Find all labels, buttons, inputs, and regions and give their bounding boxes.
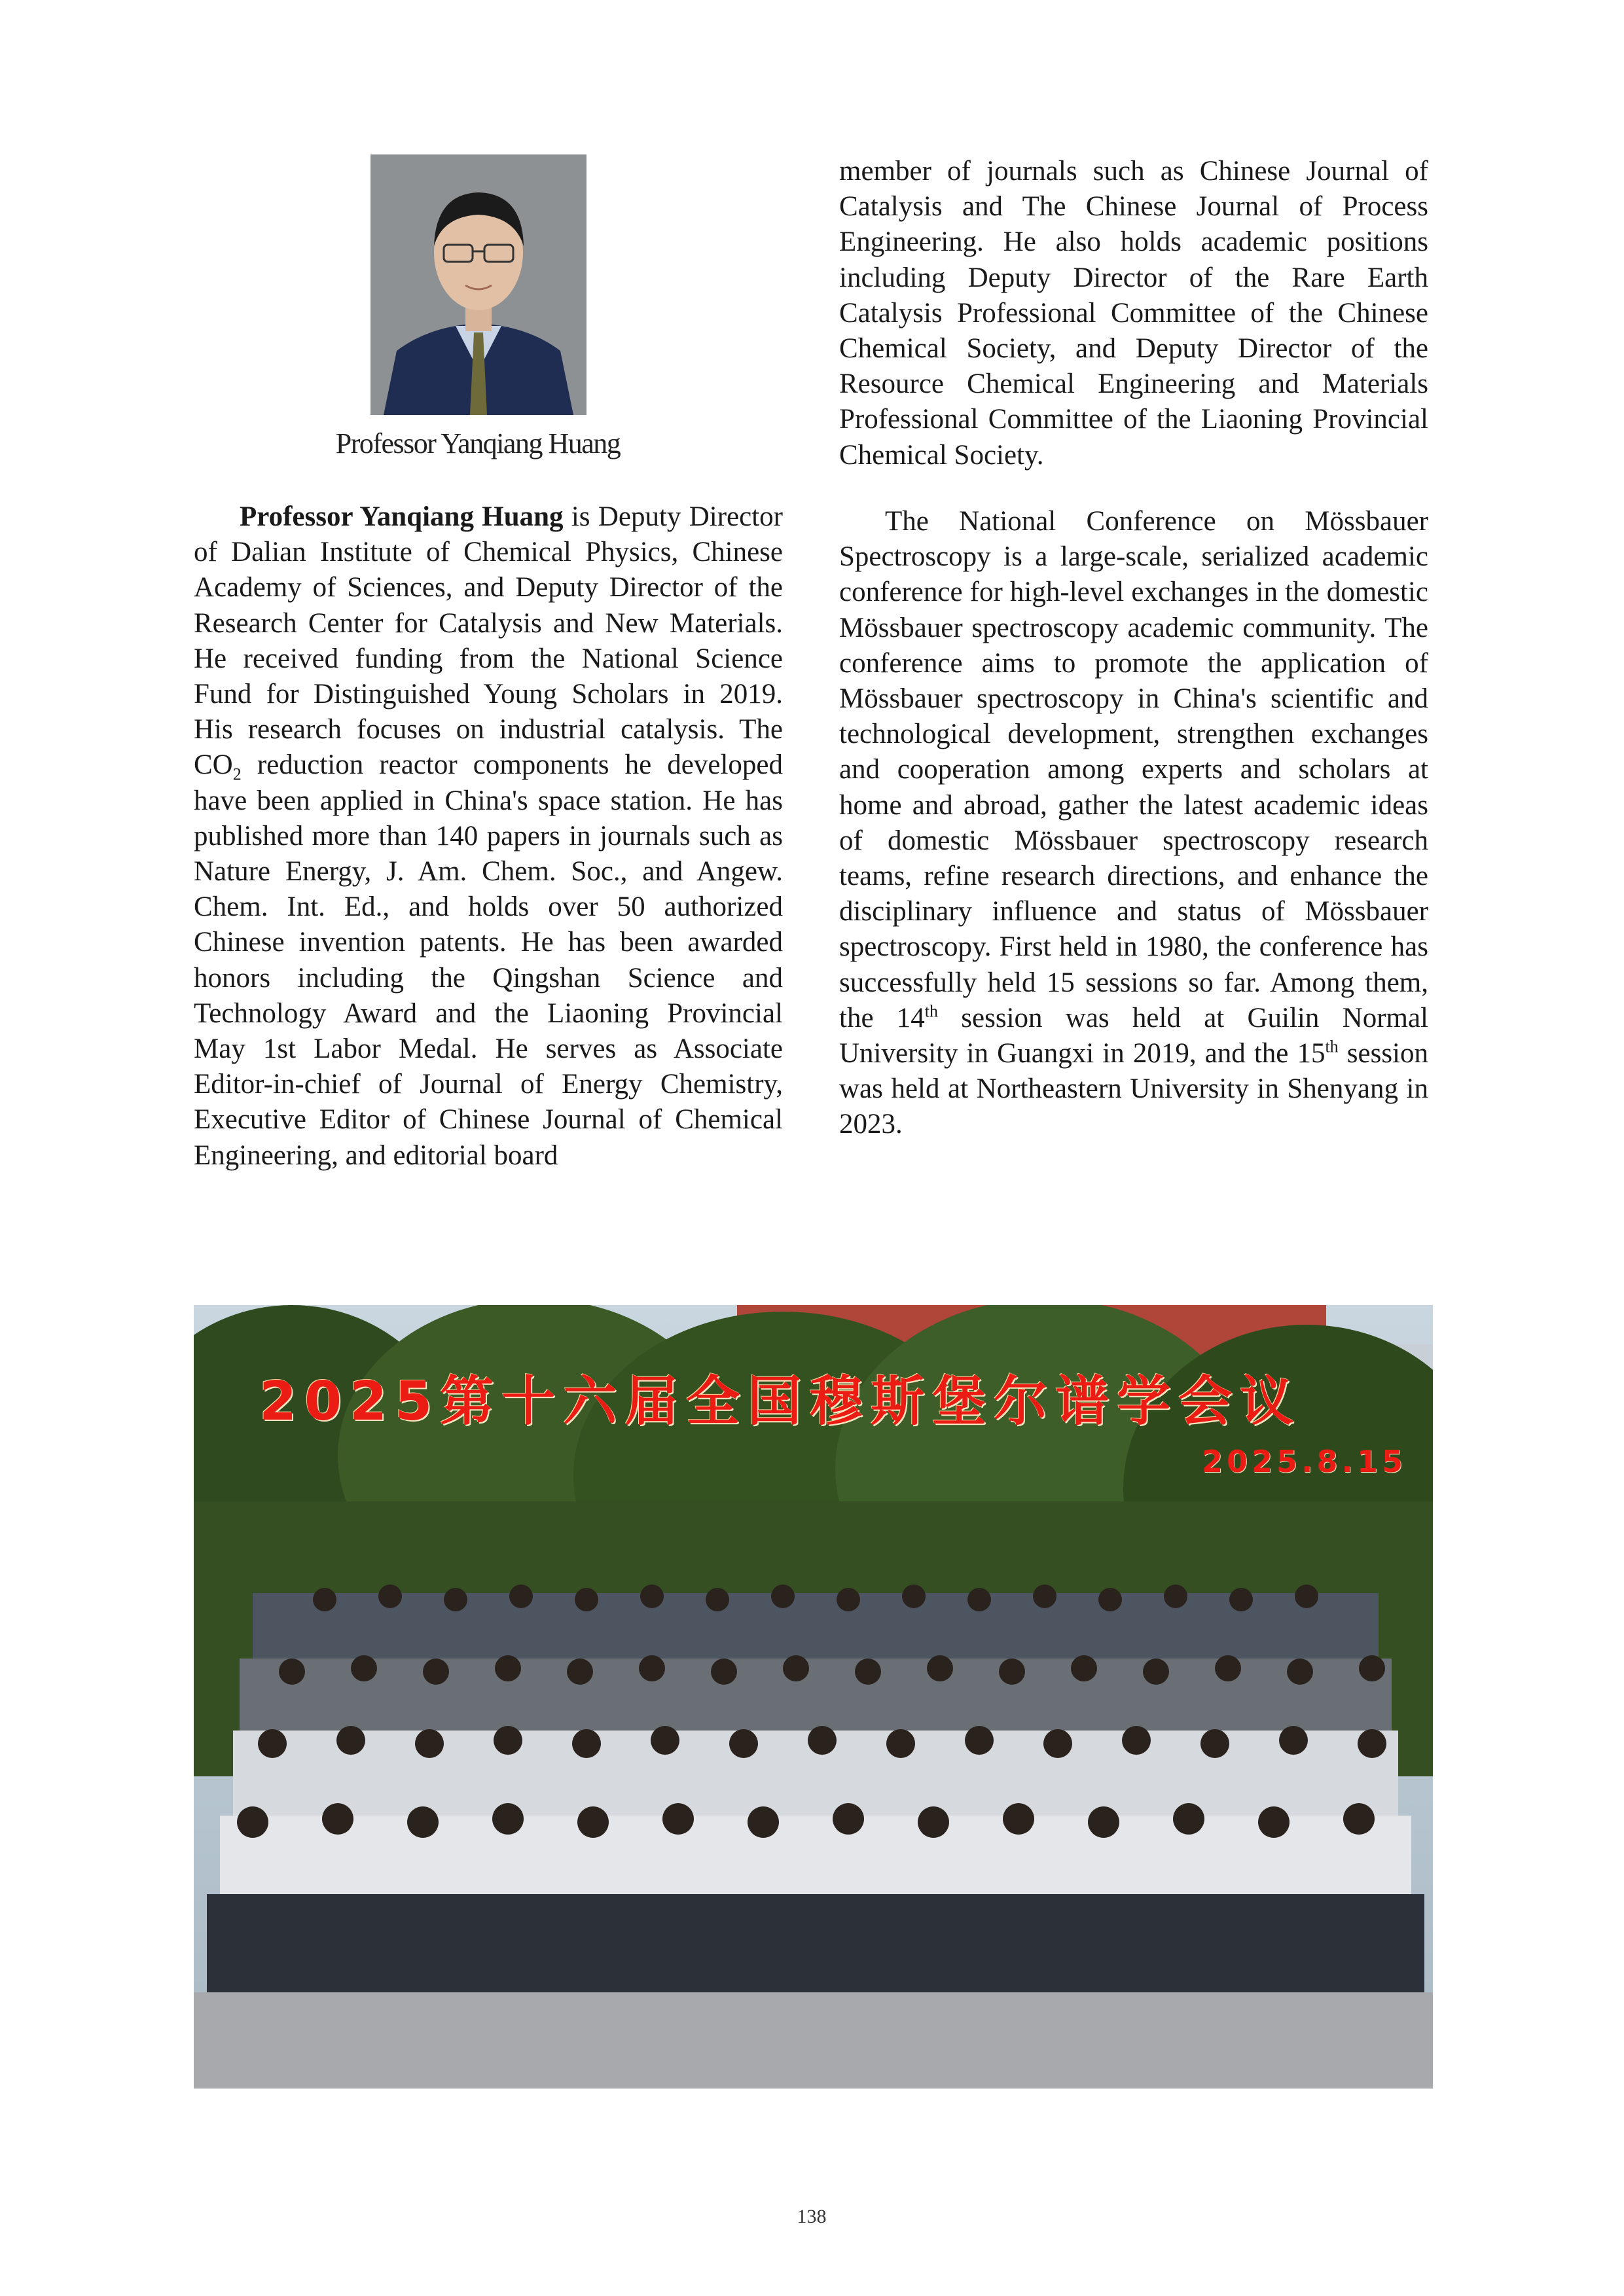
group-photo [194,1305,1433,2089]
bio-name: Professor Yanqiang Huang [240,501,564,532]
right-column-conference [839,504,1428,1143]
conference-text-3: session was held at Northeastern University in Shenyang in 2023. [839,1038,1429,1140]
bio-continuation: member of journals such as Chinese Journal of Catalysis and The Chinese Journal of Process Engineering. He also holds academic positions including Deputy Director of the Rare Earth Catalysis Professional Committee of the Chinese Chemical Society, and Deputy Director of the Resource Chemical Engineering and Materials Professional Committee of the Liaoning Provincial Chemical Society. [839,156,1428,471]
conference-paragraph [839,504,1428,1143]
conference-text-2: session was held at Guilin Normal University in Guangxi in 2019, and the 15 [839,1002,1428,1069]
conference-text-1: The National Conference on Mössbauer Spectroscopy is a large-scale, serialized academic conference for high-level exchanges in the domestic Mössbauer spectroscopy academic community. The conference aims to promote the application of Mössbauer spectroscopy in China's scientific and technological development, strengthen exchanges and cooperation among experts and scholars at home and abroad, gather the latest academic ideas of domestic Mössbauer spectroscopy research teams, refine research directions, and enhance the disciplinary influence and status of Mössbauer spectroscopy. First held in 1980, the conference has successfully held 15 sessions so far. Among them, the 14 [839,506,1428,1033]
portrait-caption: Professor Yanqiang Huang [335,427,621,459]
page-number: 138 [797,2206,827,2227]
superscript-15th: th [1325,1037,1339,1056]
portrait-photo [370,154,586,415]
left-column [194,499,783,1174]
superscript-14th: th [924,1001,939,1021]
bio-paragraph [194,499,783,1174]
bio-text-2: reduction reactor components he developed have been applied in China's space station. He has published more than 140 papers in journals such as Nature Energy, J. Am. Chem. Soc., and Angew. Chem. Int. Ed., and holds over 50 authorized Chinese invention patents. He has been awarded honors including the Qingshan Science and Technology Award and the Liaoning Provincial May 1st Labor Medal. He serves as Associate Editor-in-chief of Journal of Energy Chemistry, Executive Editor of Chinese Journal of Chemical Engineering, and editorial board [194,749,783,1171]
bio-text-1: is Deputy Director of Dalian Institute of Chemical Physics, Chinese Academy of Sciences, and Deputy Director of the Research Center for Catalysis and New Materials. He received funding from the National Science Fund for Distinguished Young Scholars in 2019. His research focuses on industrial catalysis. The CO [194,501,783,781]
right-column-continuation [839,154,1428,473]
photo-banner: 2025第十六届全国穆斯堡尔谱学会议 [259,1371,1302,1433]
co2-subscript: 2 [232,765,242,785]
photo-date: 2025.8.15 [1202,1444,1407,1479]
portrait-illustration [370,154,586,415]
